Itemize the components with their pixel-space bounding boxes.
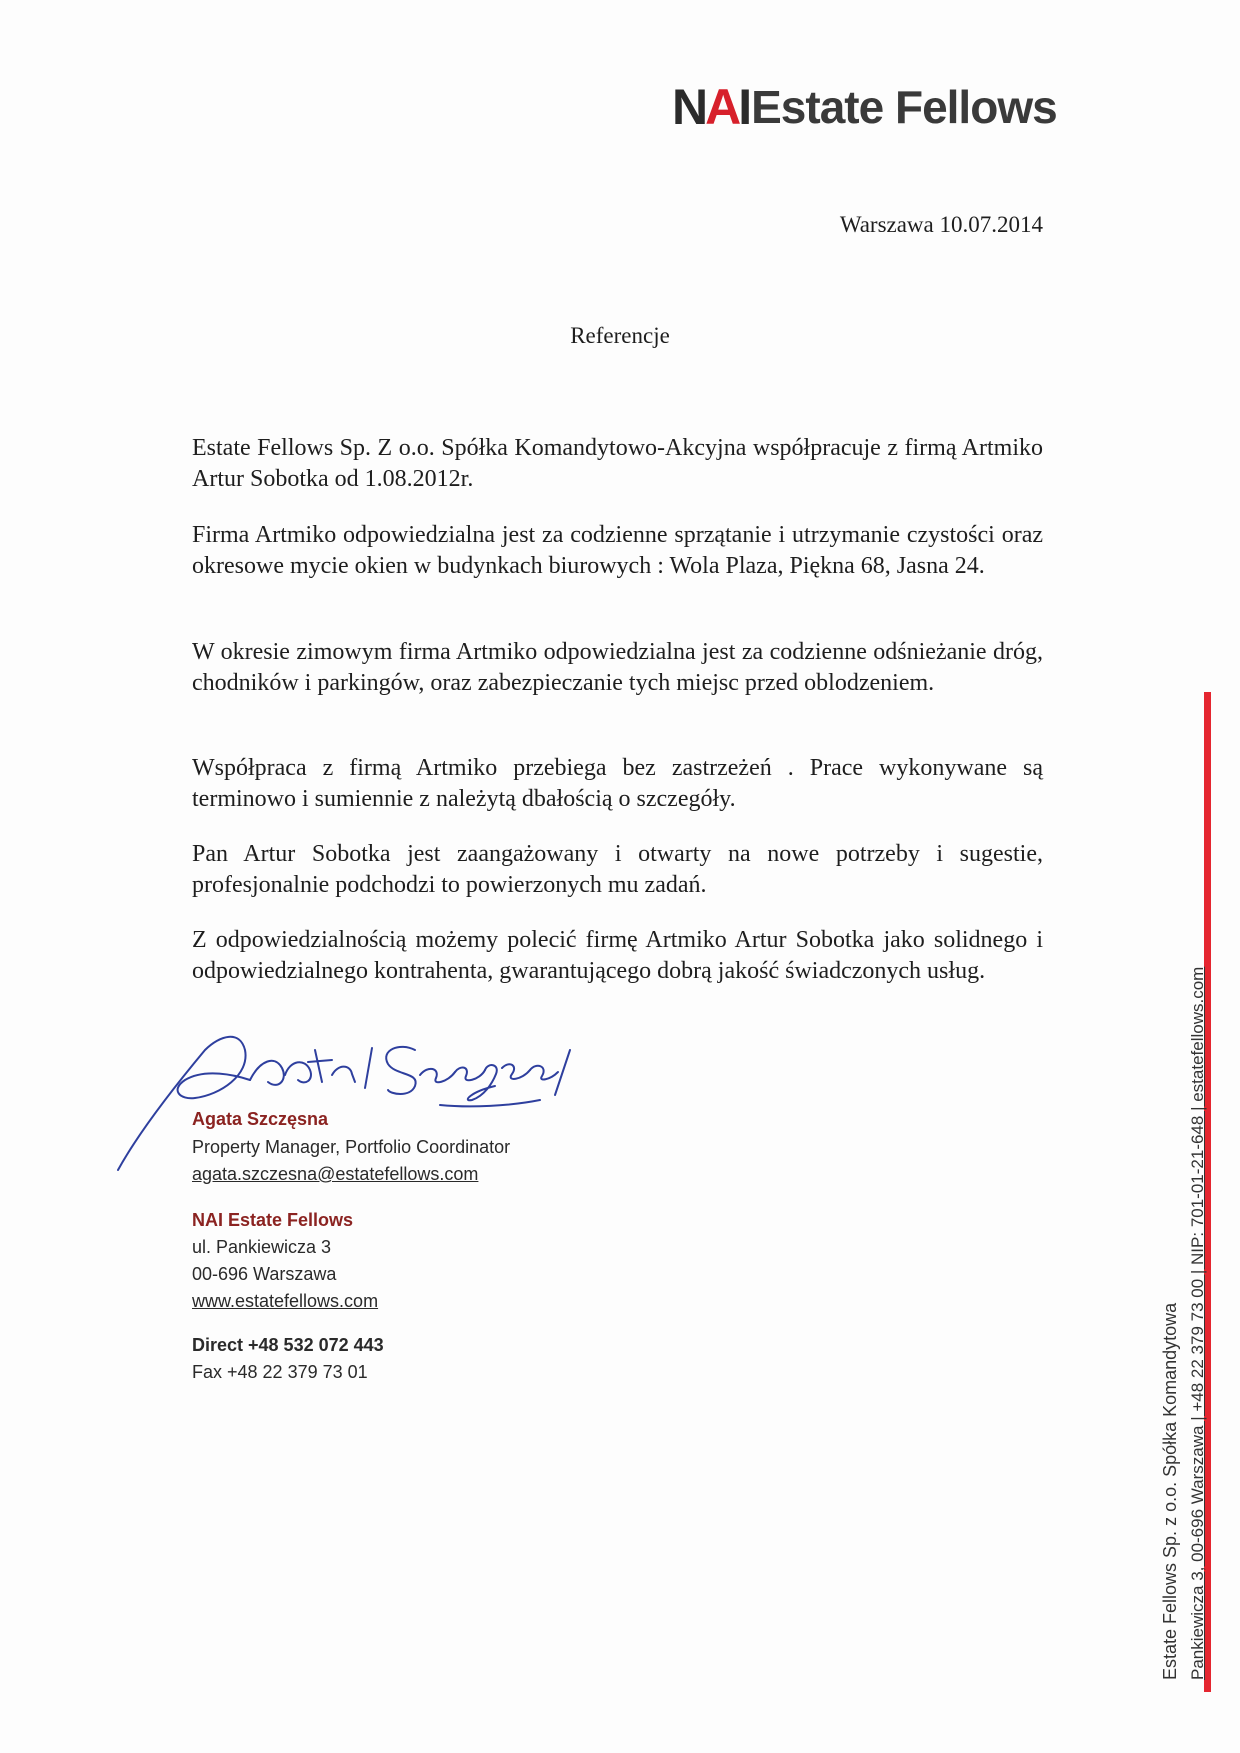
nai-logo-mark [672, 79, 751, 135]
paragraph-3: W okresie zimowym firma Artmiko odpowiedzialna jest za codzienne odśnieżanie dróg, chodników i parkingów, oraz zabezpieczanie tych miejsc przed oblodzeniem. [192, 639, 1043, 696]
company-city: 00-696 Warszawa [192, 1264, 337, 1284]
signatory-role: Property Manager, Portfolio Coordinator [192, 1137, 511, 1157]
logo-letter-n: N [672, 79, 706, 135]
logo-letter-a: A [705, 79, 739, 135]
company-website-link[interactable]: www.estatefellows.com [192, 1291, 379, 1311]
footer-company-line: Estate Fellows Sp. z o.o. Spółka Komandytowa [1160, 1302, 1180, 1680]
paragraph-6: Z odpowiedzialnością możemy polecić firmę Artmiko Artur Sobotka jako solidnego i odpowiedzialnego kontrahenta, gwarantującego dobrą jakość świadczonych usług. [192, 927, 1043, 984]
company-name: NAI Estate Fellows [192, 1210, 354, 1230]
signatory-name: Agata Szczęsna [192, 1109, 329, 1129]
paragraph-1: Estate Fellows Sp. Z o.o. Spółka Komandytowo-Akcyjna współpracuje z firmą Artmiko Artur Sobotka od 1.08.2012r. [192, 435, 1043, 492]
logo-letter-i: I [738, 79, 750, 135]
paragraph-4: Współpraca z firmą Artmiko przebiega bez zastrzeżeń . Prace wykonywane są terminowo i sumiennie z należytą dbałością o szczegóły. [192, 755, 1043, 812]
letter-date: Warszawa 10.07.2014 [839, 212, 1043, 237]
footer-contact-line: Pankiewicza 3, 00-696 Warszawa | +48 22 379 73 00 | NIP: 701-01-21-648 | estatefellows.com [1188, 966, 1207, 1680]
paragraph-5: Pan Artur Sobotka jest zaangażowany i otwarty na nowe potrzeby i sugestie, profesjonalnie podchodzi to powierzonych mu zadań. [192, 841, 1043, 898]
letter-heading: Referencje [570, 323, 670, 348]
signature-text: Agata Szczęsna [110, 1188, 117, 1189]
logo-wordmark: Estate Fellows [751, 81, 1057, 133]
signatory-email-link[interactable]: agata.szczesna@estatefellows.com [192, 1164, 479, 1184]
paragraph-2: Firma Artmiko odpowiedzialna jest za codzienne sprzątanie i utrzymanie czystości oraz okresowe mycie okien w budynkach biurowych : Wola Plaza, Piękna 68, Jasna 24. [192, 522, 1043, 579]
company-direct-phone: Direct +48 532 072 443 [192, 1335, 384, 1355]
company-fax: Fax +48 22 379 73 01 [192, 1362, 368, 1382]
company-logo [672, 79, 1057, 135]
company-street: ul. Pankiewicza 3 [192, 1237, 332, 1257]
